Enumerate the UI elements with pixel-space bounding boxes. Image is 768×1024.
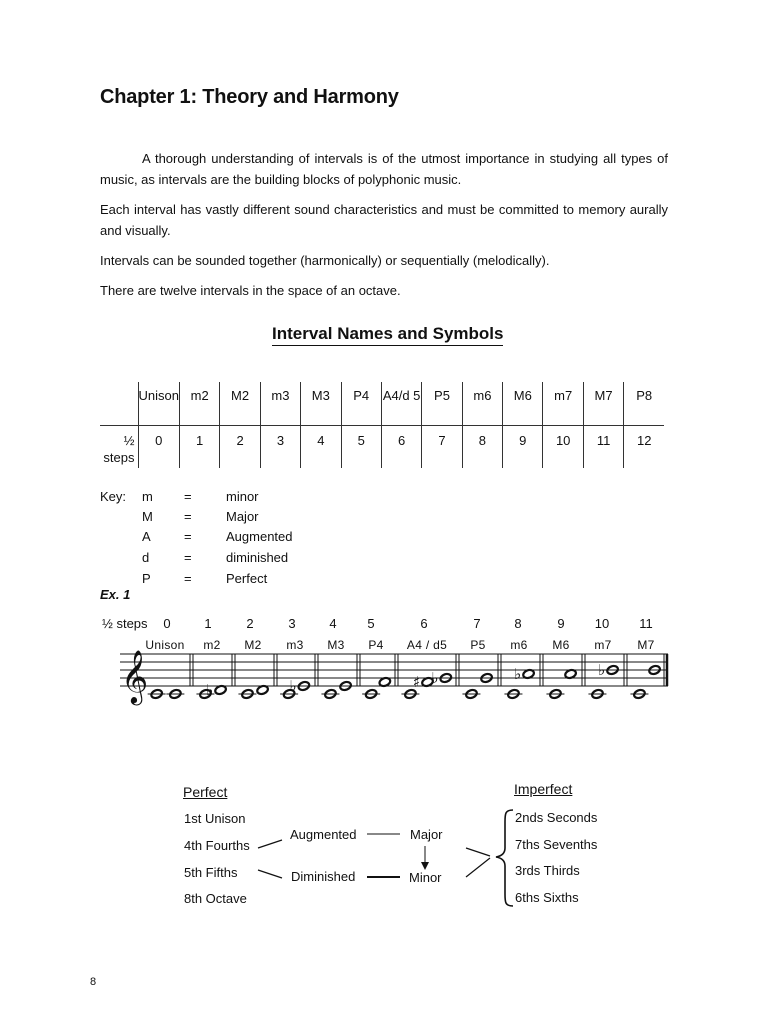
whole-note bbox=[214, 685, 227, 696]
example-step-number: 8 bbox=[514, 616, 522, 631]
key-symbol: P bbox=[142, 571, 151, 586]
key-equals: = bbox=[184, 550, 192, 565]
connector-fourths-augmented bbox=[258, 840, 282, 848]
example-step-number: 3 bbox=[288, 616, 296, 631]
major-to-minor-arrow-head bbox=[421, 862, 429, 870]
half-steps-cell: 2 bbox=[220, 425, 260, 468]
key-name: diminished bbox=[226, 550, 289, 565]
half-steps-cell: 6 bbox=[381, 425, 421, 468]
sharp-icon: ♯ bbox=[412, 673, 421, 691]
whole-note bbox=[421, 677, 434, 688]
whole-note bbox=[465, 689, 478, 700]
example-step-number: 2 bbox=[246, 616, 254, 631]
whole-note bbox=[549, 689, 562, 700]
half-steps-cell: 9 bbox=[503, 425, 543, 468]
key-equals: = bbox=[184, 529, 192, 544]
interval-name-cell: M6 bbox=[503, 382, 543, 425]
whole-note bbox=[564, 669, 577, 680]
half-steps-label: ½ steps bbox=[103, 432, 135, 465]
example-step-number: 5 bbox=[367, 616, 375, 631]
whole-note bbox=[480, 673, 493, 684]
example-step-number: 10 bbox=[594, 616, 610, 631]
interval-name-cell: P8 bbox=[624, 382, 664, 425]
half-steps-row bbox=[100, 425, 664, 468]
whole-note bbox=[591, 689, 604, 700]
interval-name-cell: M2 bbox=[220, 382, 260, 425]
flat-icon: ♭ bbox=[206, 681, 214, 699]
whole-note bbox=[507, 689, 520, 700]
imperfect-item: 7ths Sevenths bbox=[515, 837, 598, 852]
whole-note bbox=[256, 685, 269, 696]
page-title: Chapter 1: Theory and Harmony bbox=[100, 86, 399, 108]
whole-note bbox=[522, 669, 535, 680]
key-symbol: d bbox=[142, 550, 150, 565]
perfect-item: 8th Octave bbox=[184, 891, 247, 906]
perfect-item: 1st Unison bbox=[184, 811, 246, 826]
whole-note bbox=[365, 689, 378, 700]
example-step-number: 6 bbox=[420, 616, 428, 631]
key-name: Augmented bbox=[226, 529, 293, 544]
interval-names-row bbox=[100, 382, 664, 425]
flat-icon: ♭ bbox=[514, 665, 522, 683]
half-steps-cell: 11 bbox=[583, 425, 623, 468]
interval-name-cell: M3 bbox=[301, 382, 341, 425]
interval-name-cell: M7 bbox=[583, 382, 623, 425]
perfect-heading: Perfect bbox=[183, 784, 228, 800]
example-step-number: 11 bbox=[639, 616, 653, 631]
interval-quality-diagram bbox=[0, 760, 768, 940]
example-interval-name: m3 bbox=[286, 638, 304, 652]
whole-note bbox=[283, 689, 296, 700]
interval-name-cell: m6 bbox=[462, 382, 502, 425]
augmented-label: Augmented bbox=[290, 827, 357, 842]
whole-note bbox=[648, 665, 661, 676]
whole-note bbox=[606, 665, 619, 676]
half-steps-cell: 10 bbox=[543, 425, 583, 468]
example-interval-name: m7 bbox=[594, 638, 612, 652]
half-steps-cell: 4 bbox=[301, 425, 341, 468]
half-steps-cell: 3 bbox=[260, 425, 300, 468]
whole-note bbox=[150, 689, 163, 700]
flat-icon: ♭ bbox=[598, 661, 606, 679]
half-steps-cell: 5 bbox=[341, 425, 381, 468]
interval-name-cell: P4 bbox=[341, 382, 381, 425]
intro-paragraph: A thorough understanding of intervals is of the utmost importance in studying all types of music, as intervals are the building blocks of polyphonic music. bbox=[100, 151, 668, 187]
interval-name-cell: m3 bbox=[260, 382, 300, 425]
whole-note bbox=[324, 689, 337, 700]
whole-note bbox=[633, 689, 646, 700]
key-name: Perfect bbox=[226, 571, 268, 586]
treble-clef-icon: 𝄞 bbox=[121, 649, 149, 703]
key-symbol: A bbox=[142, 529, 151, 544]
half-steps-cell: 8 bbox=[462, 425, 502, 468]
half-steps-cell: 12 bbox=[624, 425, 664, 468]
table-corner-cell bbox=[100, 382, 138, 425]
key-symbol: m bbox=[142, 489, 153, 504]
paragraph-twelve-intervals: There are twelve intervals in the space of an octave. bbox=[100, 283, 401, 298]
example-interval-name: M2 bbox=[244, 638, 262, 652]
interval-table bbox=[100, 382, 664, 468]
half-steps-cell: 7 bbox=[422, 425, 462, 468]
key-equals: = bbox=[184, 571, 192, 586]
example-interval-name: M3 bbox=[327, 638, 345, 652]
example-step-number: 7 bbox=[473, 616, 481, 631]
example-step-number: 9 bbox=[557, 616, 565, 631]
paragraph-sound-characteristics: Each interval has vastly different sound characteristics and must be committed to memory aurally and visually. bbox=[100, 202, 668, 238]
example-step-number: 4 bbox=[329, 616, 337, 631]
example-interval-name: P5 bbox=[470, 638, 486, 652]
whole-note bbox=[439, 673, 452, 684]
perfect-item: 5th Fifths bbox=[184, 865, 238, 880]
example-interval-name: M7 bbox=[637, 638, 655, 652]
whole-note bbox=[404, 689, 417, 700]
key-equals: = bbox=[184, 489, 192, 504]
interval-name-cell: m7 bbox=[543, 382, 583, 425]
connector-fifths-diminished bbox=[258, 870, 282, 878]
major-label: Major bbox=[410, 827, 443, 842]
example-interval-name: m6 bbox=[510, 638, 528, 652]
connector-minor-imperfect bbox=[466, 858, 490, 877]
example-step-number: 0 bbox=[163, 616, 171, 631]
minor-label: Minor bbox=[409, 870, 442, 885]
key-symbol: M bbox=[142, 509, 153, 524]
whole-note bbox=[297, 681, 310, 692]
example-step-number: 1 bbox=[204, 616, 212, 631]
interval-name-cell: A4/d 5 bbox=[381, 382, 421, 425]
flat-icon: ♭ bbox=[431, 669, 439, 687]
diminished-label: Diminished bbox=[291, 869, 356, 884]
imperfect-item: 6ths Sixths bbox=[515, 890, 579, 905]
key-label: Key: bbox=[100, 489, 127, 504]
example-half-steps-label: ½ steps bbox=[102, 616, 148, 631]
example-interval-name: Unison bbox=[145, 638, 185, 652]
whole-note bbox=[169, 689, 182, 700]
key-equals: = bbox=[184, 509, 192, 524]
imperfect-heading: Imperfect bbox=[514, 781, 573, 797]
whole-note bbox=[241, 689, 254, 700]
page-number: 8 bbox=[90, 976, 97, 988]
whole-note bbox=[199, 689, 212, 700]
interval-name-cell: m2 bbox=[179, 382, 219, 425]
imperfect-item: 2nds Seconds bbox=[515, 810, 598, 825]
paragraph-harmonic-melodic: Intervals can be sounded together (harmonically) or sequentially (melodically). bbox=[100, 253, 550, 268]
example-label: Ex. 1 bbox=[100, 587, 131, 602]
connector-major-imperfect bbox=[466, 848, 490, 856]
whole-note bbox=[378, 677, 391, 688]
example-interval-name: m2 bbox=[203, 638, 221, 652]
half-steps-cell: 0 bbox=[138, 425, 179, 468]
key-name: Major bbox=[226, 509, 259, 524]
interval-table-title: Interval Names and Symbols bbox=[272, 324, 503, 346]
example-interval-name: A4 / d5 bbox=[406, 638, 448, 652]
key-name: minor bbox=[226, 489, 259, 504]
half-steps-cell: 1 bbox=[179, 425, 219, 468]
flat-icon: ♭ bbox=[289, 677, 297, 695]
perfect-item: 4th Fourths bbox=[184, 838, 250, 853]
interval-name-cell: Unison bbox=[138, 382, 179, 425]
example-interval-name: M6 bbox=[552, 638, 570, 652]
imperfect-brace bbox=[496, 810, 513, 906]
imperfect-item: 3rds Thirds bbox=[515, 863, 580, 878]
whole-note bbox=[339, 681, 352, 692]
example-interval-name: P4 bbox=[368, 638, 384, 652]
interval-name-cell: P5 bbox=[422, 382, 462, 425]
